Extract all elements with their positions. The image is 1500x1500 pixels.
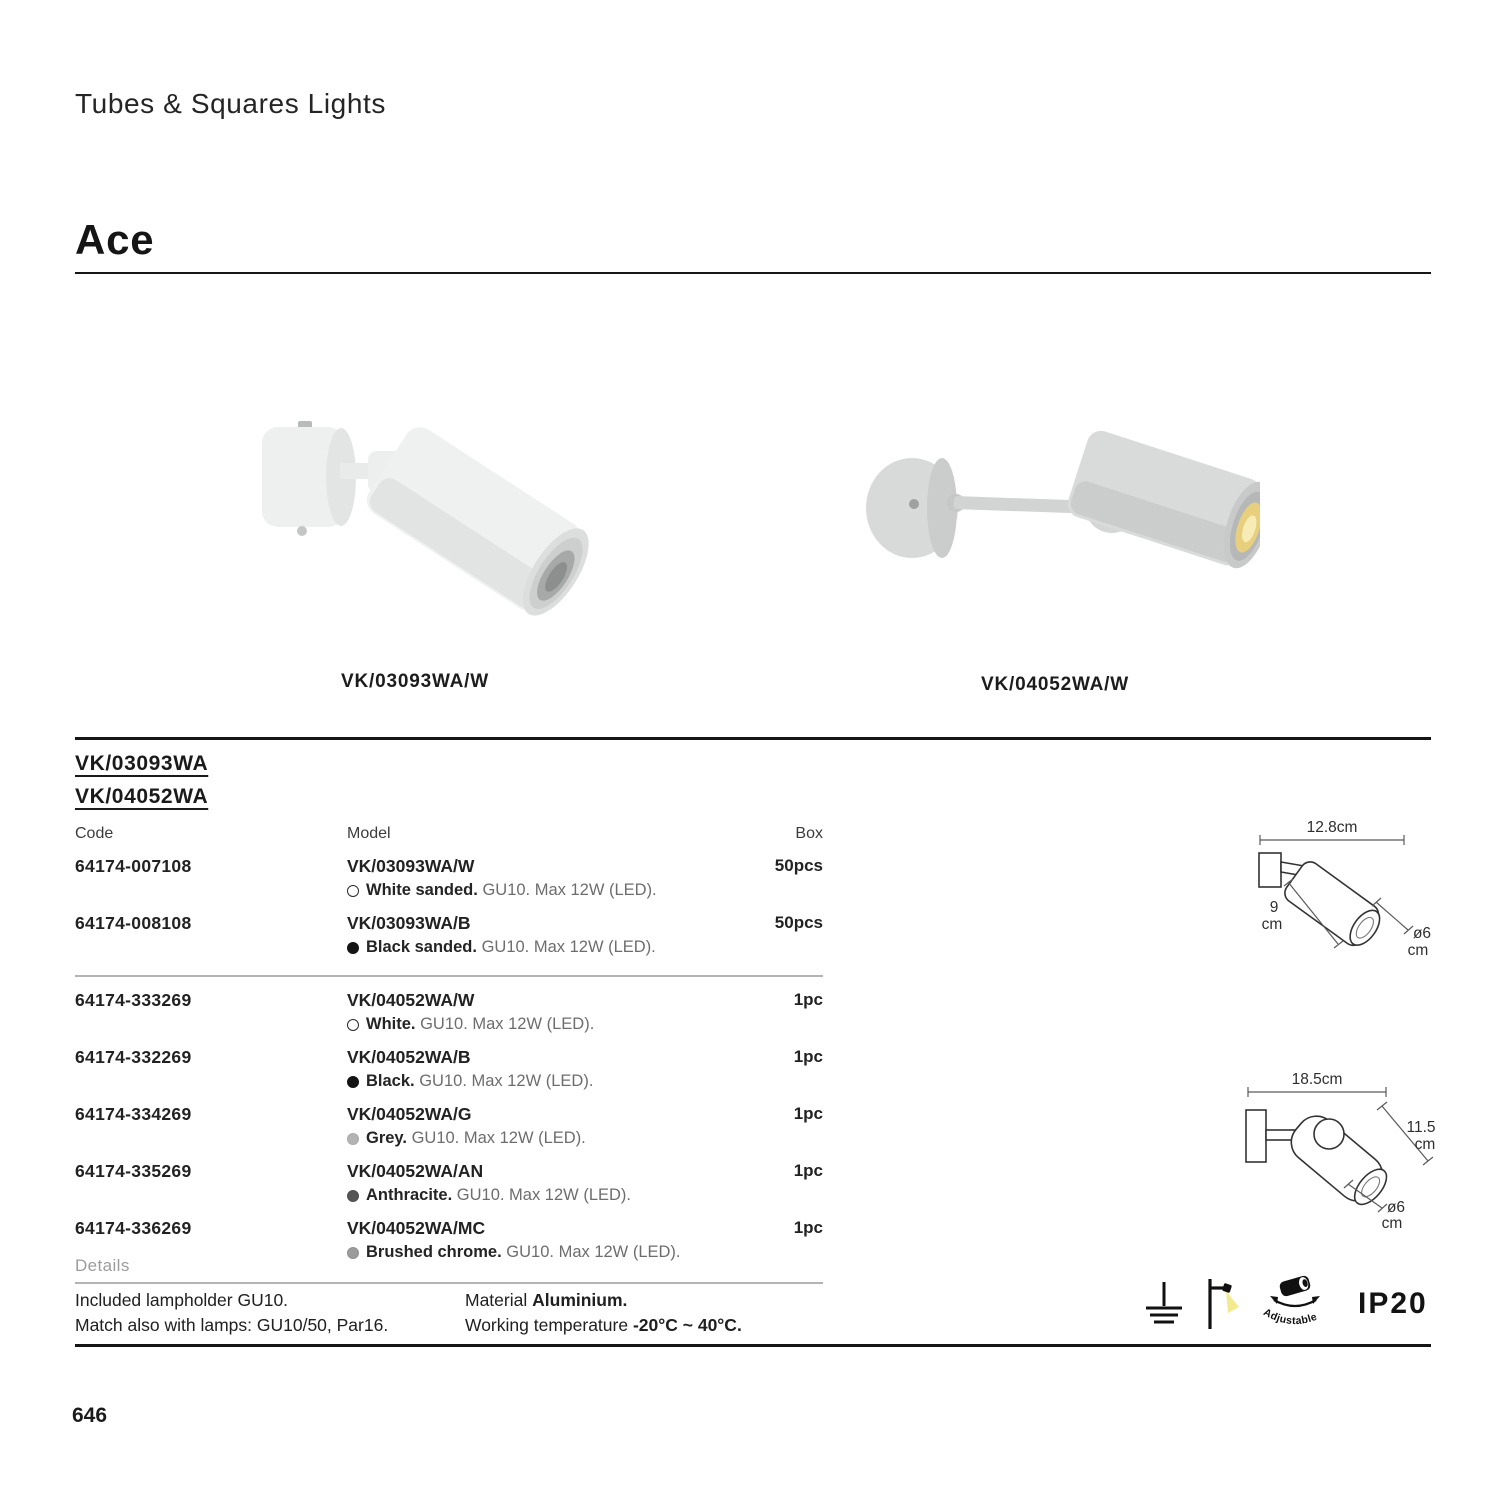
table-row: [75, 1047, 823, 1091]
model-code: VK/03093WA/B: [347, 913, 471, 933]
dim-height-value: 11.5: [1406, 1119, 1436, 1136]
surface-mount-icon: [1143, 1279, 1185, 1329]
dim-width-label: 18.5cm: [1291, 1071, 1343, 1088]
match-line: Match also with lamps: GU10/50, Par16.: [75, 1315, 389, 1335]
temperature-line: [465, 1313, 742, 1338]
details-column-1: [75, 1288, 388, 1338]
lamp-spec: GU10. Max 12W (LED).: [506, 1243, 681, 1261]
mini-spot: [1279, 1275, 1312, 1298]
box-quantity: 1pc: [793, 1161, 823, 1180]
row-code: 64174-332269: [75, 1047, 192, 1067]
model-description: [347, 881, 749, 900]
title-rule: [75, 272, 1431, 274]
row-model: [347, 990, 749, 1034]
rotation-arc: [1274, 1300, 1316, 1306]
finish-swatch: [347, 942, 359, 954]
table-row: [75, 913, 823, 957]
mount-disc: [866, 458, 958, 558]
finish-name: White.: [366, 1015, 416, 1033]
dim-diameter-unit: cm: [1381, 1215, 1403, 1230]
temperature-value: -20°C ~ 40°C.: [632, 1315, 742, 1335]
wall-light-icon: [1202, 1277, 1240, 1331]
material-label: Material: [465, 1290, 528, 1310]
dimension-diagram-1: [1246, 820, 1451, 965]
row-model: [347, 856, 749, 900]
catalog-table-section: [75, 752, 823, 1288]
table-row: [75, 1218, 823, 1262]
row-model: [347, 1161, 749, 1205]
feature-badges: [1143, 1268, 1428, 1340]
finish-swatch: [347, 1190, 359, 1202]
material-value: Aluminium.: [532, 1290, 628, 1310]
model-code: VK/04052WA/AN: [347, 1161, 484, 1181]
finish-swatch: [347, 1076, 359, 1088]
model-description: [347, 1015, 749, 1034]
dim-height-unit: cm: [1261, 916, 1283, 933]
width-dim-line: [1260, 835, 1404, 845]
table-header-row: [75, 825, 823, 843]
dimension-diagram-2: [1236, 1070, 1451, 1235]
table-row: [75, 856, 823, 900]
finish-name: Black.: [366, 1072, 415, 1090]
row-code: 64174-333269: [75, 990, 192, 1010]
lamp-spec: GU10. Max 12W (LED).: [482, 881, 657, 899]
col-header-model: Model: [347, 825, 391, 842]
model-code: VK/04052WA/MC: [347, 1218, 486, 1238]
table-row: [75, 1104, 823, 1148]
product-photo-2: [850, 418, 1260, 696]
box-quantity: 1pc: [793, 1104, 823, 1123]
row-code: 64174-007108: [75, 856, 192, 876]
row-model: [347, 1218, 749, 1262]
finish-name: Brushed chrome.: [366, 1243, 502, 1261]
box-quantity: 1pc: [793, 1047, 823, 1066]
row-code: 64174-008108: [75, 913, 192, 933]
lamp-spec: GU10. Max 12W (LED).: [456, 1186, 631, 1204]
box-quantity: 1pc: [793, 990, 823, 1009]
lamp-spec: GU10. Max 12W (LED).: [411, 1129, 586, 1147]
code-heading-1: VK/03093WA: [75, 752, 209, 775]
finish-name: White sanded.: [366, 881, 478, 899]
adjustable-label: Adjustable: [1261, 1306, 1319, 1328]
row-model: [347, 913, 749, 957]
finish-name: Black sanded.: [366, 938, 477, 956]
row-model: [347, 1104, 749, 1148]
table-row: [75, 1161, 823, 1205]
model-description: [347, 1243, 749, 1262]
finish-name: Anthracite.: [366, 1186, 453, 1204]
details-column-2: [465, 1288, 742, 1338]
spotlight-image-grey: [850, 418, 1260, 658]
lamp-spec: GU10. Max 12W (LED).: [481, 938, 656, 956]
table-separator: [75, 1282, 823, 1284]
category-title: Tubes & Squares Lights: [75, 88, 387, 119]
row-code: 64174-334269: [75, 1104, 192, 1124]
adjustable-icon: [1257, 1273, 1333, 1335]
temperature-label: Working temperature: [465, 1315, 629, 1335]
details-label: Details: [75, 1256, 130, 1275]
model-code: VK/04052WA/W: [347, 990, 475, 1010]
finish-swatch: [347, 1247, 359, 1259]
page-number: 646: [72, 1404, 108, 1427]
pivot-outline: [1314, 1119, 1344, 1149]
light-beam: [1226, 1291, 1239, 1313]
row-code: 64174-336269: [75, 1218, 192, 1238]
material-line: [465, 1288, 742, 1313]
box-quantity: 50pcs: [774, 913, 823, 932]
row-model: [347, 1047, 749, 1091]
model-description: [347, 1072, 749, 1091]
dim-height-unit: cm: [1414, 1136, 1436, 1153]
ip-rating: IP20: [1358, 1287, 1428, 1320]
svg-text:Adjustable: [1261, 1306, 1319, 1327]
table-separator: [75, 975, 823, 977]
dim-width-label: 12.8cm: [1306, 820, 1358, 836]
product-caption-2: VK/04052WA/W: [981, 674, 1129, 695]
width-dim-line: [1248, 1087, 1386, 1097]
lampholder-line: Included lampholder GU10.: [75, 1290, 289, 1310]
dim-diameter-value: ø6: [1386, 1199, 1406, 1216]
col-header-box: Box: [795, 825, 823, 842]
code-heading-2: VK/04052WA: [75, 785, 209, 808]
product-table: [75, 825, 823, 1284]
finish-swatch: [347, 885, 359, 897]
lamp-spec: GU10. Max 12W (LED).: [420, 1015, 595, 1033]
box-quantity: 50pcs: [774, 856, 823, 875]
model-description: [347, 1186, 749, 1205]
row-code: 64174-335269: [75, 1161, 192, 1181]
dim-diameter-unit: cm: [1407, 942, 1429, 959]
product-photo-1: [210, 405, 620, 693]
table-row: [75, 990, 823, 1034]
finish-name: Grey.: [366, 1129, 407, 1147]
dim-height-value: 9: [1269, 899, 1279, 916]
model-code: VK/04052WA/B: [347, 1047, 471, 1067]
model-description: [347, 938, 749, 957]
section-rule: [75, 737, 1431, 740]
model-code: VK/04052WA/G: [347, 1104, 472, 1124]
product-family-title: Ace: [75, 216, 155, 263]
product-caption-1: VK/03093WA/W: [341, 671, 489, 692]
model-code: VK/03093WA/W: [347, 856, 475, 876]
box-quantity: 1pc: [793, 1218, 823, 1237]
spotlight-image-white: [210, 405, 620, 660]
finish-swatch: [347, 1133, 359, 1145]
model-description: [347, 1129, 749, 1148]
spot-body: [1064, 427, 1260, 574]
col-header-code: Code: [75, 825, 114, 842]
dim-diameter-value: ø6: [1412, 925, 1432, 942]
finish-swatch: [347, 1019, 359, 1031]
footer-rule: [75, 1344, 1431, 1347]
lamp-spec: GU10. Max 12W (LED).: [419, 1072, 594, 1090]
spot-body: [361, 421, 602, 626]
